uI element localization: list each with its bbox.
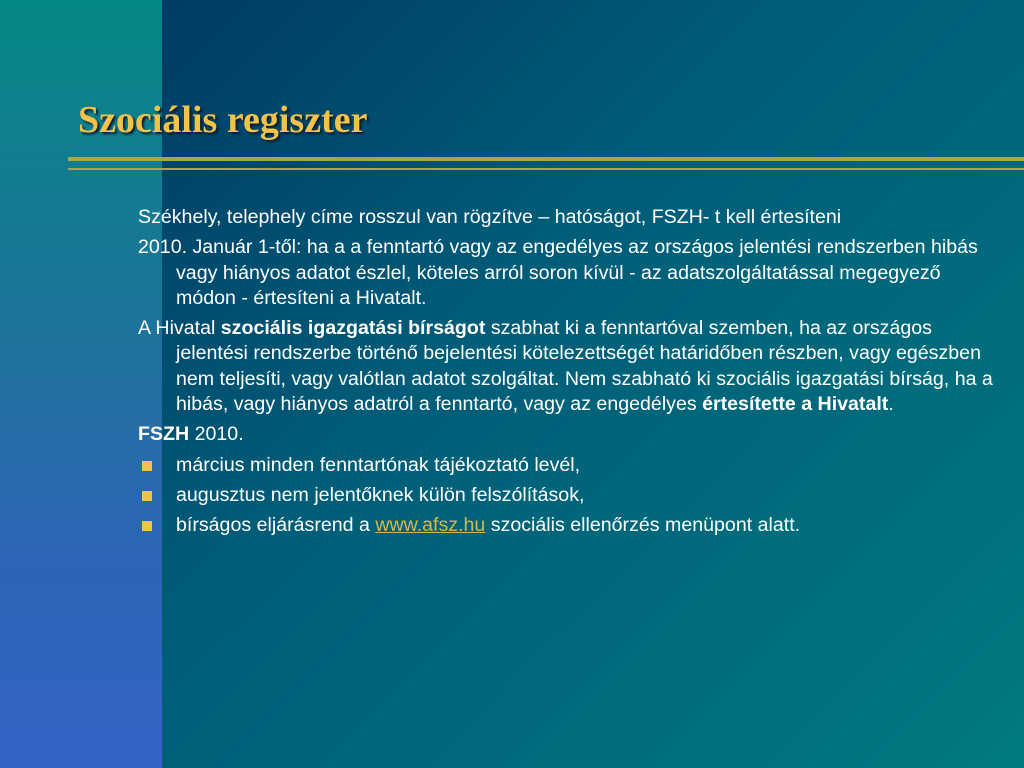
title-rule-thin bbox=[68, 168, 1024, 170]
bullet-item-procedure bbox=[138, 513, 994, 538]
fine-text-3: . bbox=[888, 393, 894, 416]
bullet-text-pre: bírságos eljárásrend a bbox=[176, 514, 376, 537]
paragraph-address: Székhely, telephely címe rosszul van rögzítve – hatóságot, FSZH- t kell értesíteni bbox=[138, 206, 842, 228]
slide-content bbox=[138, 205, 994, 544]
bullet-list bbox=[138, 453, 994, 539]
square-bullet-icon bbox=[142, 461, 152, 471]
fine-text-2: szabhat ki a fenntartóval szemben, ha az országos jelentési rendszerbe történő bejelentési kötelezettségét határidőben részben, vagy egészben nem teljesíti, vagy valótlan adatot szolgáltat. Nem szabható ki szociális igazgatási bírság, ha a hibás, vagy hiányos adatról a fenntartó, vagy az engedélyes bbox=[176, 317, 993, 416]
bullet-text: augusztus nem jelentőknek külön felszólítások, bbox=[176, 483, 585, 506]
bullet-item-march bbox=[138, 453, 994, 478]
fszh-year: 2010. bbox=[189, 423, 244, 446]
paragraph-fszh-2010 bbox=[138, 422, 994, 447]
title-rule-thick bbox=[68, 157, 1024, 161]
slide-title: Szociális regiszter bbox=[78, 99, 368, 141]
square-bullet-icon bbox=[142, 491, 152, 501]
bullet-item-august bbox=[138, 483, 994, 508]
fszh-label: FSZH bbox=[138, 423, 190, 446]
afsz-link[interactable]: www.afsz.hu bbox=[375, 514, 486, 537]
square-bullet-icon bbox=[142, 521, 152, 531]
paragraph-fine bbox=[138, 316, 994, 417]
fine-text-1: A Hivatal bbox=[138, 317, 221, 340]
fine-bold-1: szociális igazgatási bírságot bbox=[220, 317, 486, 340]
bullet-text-post: szociális ellenőrzés menüpont alatt. bbox=[485, 514, 801, 537]
fine-bold-2: értesítette a Hivatalt bbox=[702, 393, 889, 416]
bullet-text: március minden fenntartónak tájékoztató levél, bbox=[176, 453, 581, 476]
paragraph-2010-rule: 2010. Január 1-től: ha a a fenntartó vagy az engedélyes az országos jelentési rendszerben hibás vagy hiányos adatot észlel, köteles arról soron kívül - az adatszolgáltatással megegyező módon - értesíteni a Hivatalt. bbox=[138, 236, 978, 309]
